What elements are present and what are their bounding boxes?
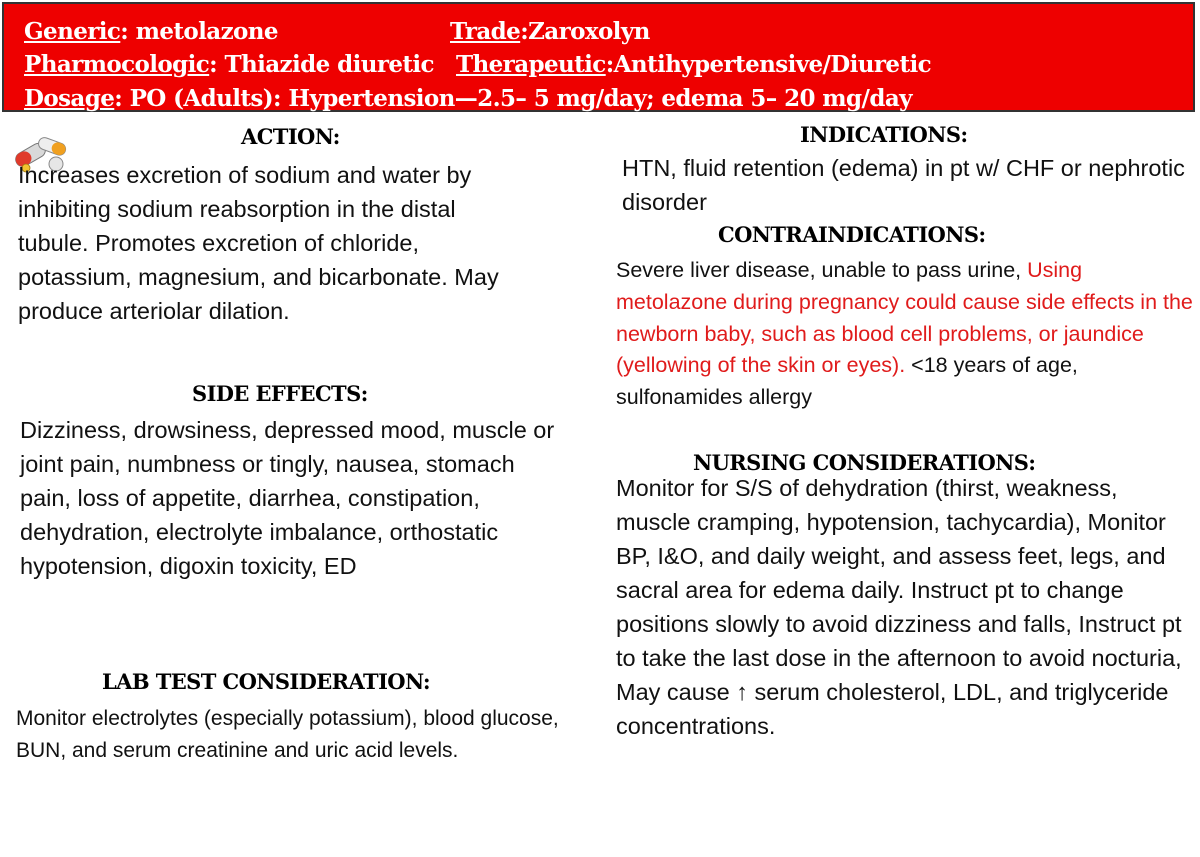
action-text: Increases excretion of sodium and water by inhibiting sodium reabsorption in the distal tubule. Promotes excretion of chloride, potassium, magnesium, and bicarbonate. May produce arteriolar dilation. [18,162,499,324]
pharmocologic-line: Pharmocologic: Thiazide diuretic [24,51,434,78]
therapeutic-line: Therapeutic:Antihypertensive/Diuretic [456,51,932,78]
dosage-label: Dosage [24,85,115,112]
indications-text: HTN, fluid retention (edema) in pt w/ CHF or nephrotic disorder [622,155,1185,215]
generic-label: Generic [24,18,121,45]
therapeutic-value: Antihypertensive/Diuretic [613,51,932,78]
nursing-title: NURSING CONSIDERATIONS: [693,450,1036,475]
generic-value: metolazone [135,18,278,45]
lab-test-title: LAB TEST CONSIDERATION: [102,669,431,694]
trade-label: Trade [450,18,521,45]
dosage-value: PO (Adults): Hypertension—2.5– 5 mg/day; edema 5– 20 mg/day [129,85,912,112]
lab-test-text: Monitor electrolytes (especially potassium), blood glucose, BUN, and serum creatinine and uric acid levels. [16,707,559,762]
contraindications-text [616,255,1196,414]
contraindications-pregnancy-warning: Using metolazone during pregnancy could cause side effects in the newborn baby, such as blood cell problems, or jaundice (yellowing of the skin or eyes). [616,258,1193,378]
contraindications-title: CONTRAINDICATIONS: [718,222,986,247]
contraindications-text-a: Severe liver disease, unable to pass urine, [616,258,1028,282]
dosage-line: Dosage: PO (Adults): Hypertension—2.5– 5 mg/day; edema 5– 20 mg/day [24,85,912,112]
contraindications-text-b: <18 years of age, sulfonamides allergy [616,353,1078,410]
pharmocologic-value: Thiazide diuretic [224,51,434,78]
generic-line: Generic: metolazone [24,18,278,45]
nursing-text: Monitor for S/S of dehydration (thirst, weakness, muscle cramping, hypotension, tachycardia), Monitor BP, I&O, and daily weight, and assess feet, legs, and sacral area for edema daily. Instruct pt to change positions slowly to avoid dizziness and falls, Instruct pt to take the last dose in the afternoon to avoid nocturia, May cause ↑ serum cholesterol, LDL, and triglyceride concentrations. [616,475,1182,739]
trade-value: Zaroxolyn [528,18,650,45]
drug-header [2,2,1195,112]
side-effects-title: SIDE EFFECTS: [192,381,368,406]
side-effects-text: Dizziness, drowsiness, depressed mood, muscle or joint pain, numbness or tingly, nausea, stomach pain, loss of appetite, diarrhea, constipation, dehydration, electrolyte imbalance, orthostatic hypotension, digoxin toxicity, ED [20,417,555,579]
therapeutic-label: Therapeutic [456,51,606,78]
trade-line: Trade:Zaroxolyn [450,18,650,45]
pharmocologic-label: Pharmocologic [24,51,210,78]
action-title: ACTION: [241,124,340,149]
indications-title: INDICATIONS: [800,122,968,147]
